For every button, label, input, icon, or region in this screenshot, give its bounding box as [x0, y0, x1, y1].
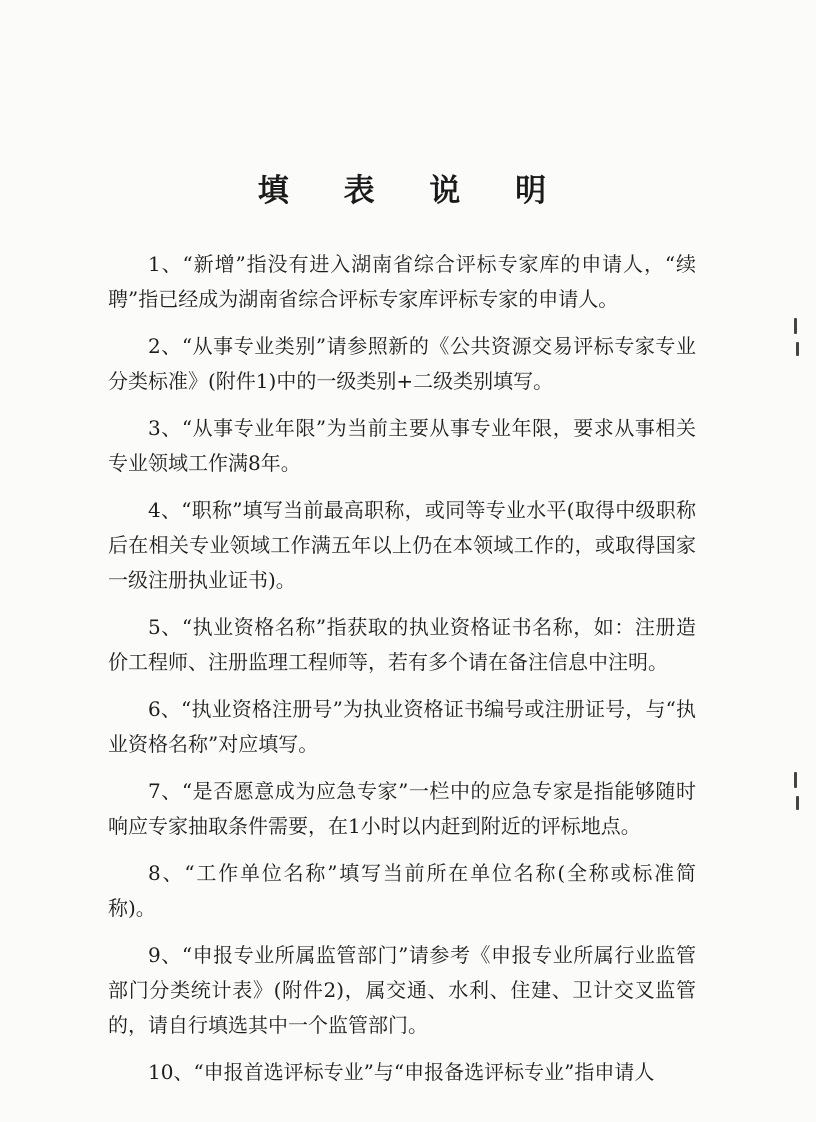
- instruction-paragraph-8: 8、“工作单位名称”填写当前所在单位名称(全称或标准简称)。: [108, 861, 696, 920]
- document-body: [108, 247, 696, 1102]
- instruction-paragraph-1: 1、“新增”指没有进入湖南省综合评标专家库的申请人，“续聘”指已经成为湖南省综合评标专家库评标专家的申请人。: [108, 252, 696, 311]
- instruction-paragraph-7: 7、“是否愿意成为应急专家”一栏中的应急专家是指能够随时响应专家抽取条件需要，在1小时以内赶到附近的评标地点。: [108, 779, 696, 838]
- instruction-paragraph-3: 3、“从事专业年限”为当前主要从事专业年限，要求从事相关专业领域工作满8年。: [108, 416, 696, 475]
- instruction-paragraph-6: 6、“执业资格注册号”为执业资格证书编号或注册证号，与“执业资格名称”对应填写。: [108, 697, 696, 756]
- binding-mark-lower-1: [794, 772, 797, 788]
- instruction-paragraph-2: 2、“从事专业类别”请参照新的《公共资源交易评标专家专业分类标准》(附件1)中的一级类别+二级类别填写。: [108, 334, 696, 393]
- instruction-paragraph-10: 10、“申报首选评标专业”与“申报备选评标专业”指申请人: [148, 1060, 655, 1084]
- document-title: 填 表 说 明: [257, 173, 569, 209]
- instruction-paragraph-9: 9、“申报专业所属监管部门”请参考《申报专业所属行业监管部门分类统计表》(附件2)，属交通、水利、住建、卫计交叉监管的，请自行填选其中一个监管部门。: [108, 943, 696, 1037]
- instruction-paragraph-5: 5、“执业资格名称”指获取的执业资格证书名称，如：注册造价工程师、注册监理工程师等，若有多个请在备注信息中注明。: [108, 615, 696, 674]
- binding-mark-upper-1: [794, 318, 797, 334]
- instruction-paragraph-4: 4、“职称”填写当前最高职称，或同等专业水平(取得中级职称后在相关专业领域工作满五年以上仍在本领域工作的，或取得国家一级注册执业证书)。: [108, 498, 696, 592]
- binding-mark-upper-2: [796, 342, 799, 356]
- binding-mark-lower-2: [796, 796, 799, 810]
